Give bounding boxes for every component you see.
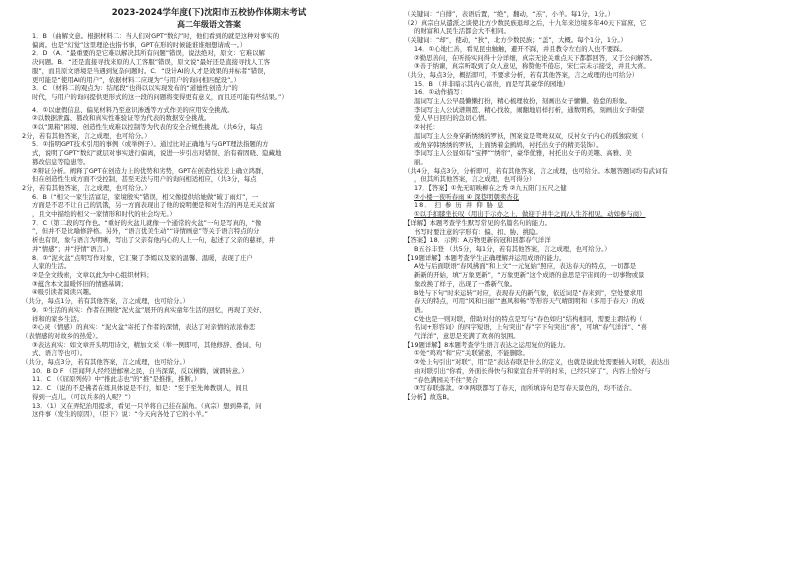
answer-line: （共分，每点3分，概括即可，不要求分析，若有其他答案，言之成理的也可给分） xyxy=(404,70,639,79)
answer-line: “春色满园关不住”契合 xyxy=(414,375,479,384)
answer-line: 或角穿韩绣绣的罗袄，上面绣着金鹧鸪，衬托出女子的精美装饰）。 xyxy=(414,140,603,149)
answer-line: （关键词：“自排”，表语后置，“绝”，翻动，“羔”，小羊。每1分，1分。） xyxy=(404,10,615,18)
answer-line: （共4分，每点3分，分析即可，若有其他答案，言之成理，也可给分。本题答题词均有武词有 xyxy=(404,166,668,175)
answer-line: 语。 xyxy=(414,305,427,314)
answer-line: 17．【答案】①先无昭映柳在之秀 ②九五阳门五尺之健 xyxy=(414,184,567,193)
answer-line: 方面是不忍不让自己的饥饿，另一方面表现出了他的说明便是和对生活的再足无关贫富 xyxy=(32,201,275,210)
answer-line: 新新的开始，填“万象更新”，“万象更新”这个成语的意思是宇宙间的一切事物或景 xyxy=(414,271,645,280)
answer-line: 9．①生活的真实：作者在围绕“泥火盆”展开的真实童年生活的回忆，再现了美好、 xyxy=(32,305,266,314)
answer-line: 并“情感”；并“抒情”语言。） xyxy=(32,244,113,253)
answer-line: 时代，与用户的询问提供更形式的这一段的问题将变得更有意义，而且还可能有些结果。”） xyxy=(32,92,288,101)
answer-line: 2．D （A．“最重要的是它难以解决其所有问题”错误，说法绝对，原文：它难以解 xyxy=(32,49,265,58)
answer-line: （关键词：“却”，使动，“狄”，北方少数民族；“盖”，大概。每个1分，1分。） xyxy=(404,36,627,45)
answer-line: （共分，每点1分，若有其他答案，言之成理，也可给分。） xyxy=(22,297,190,306)
answer-line: ①处“鸡鸡”和“应”关联紧密，不能删除。 xyxy=(414,349,529,358)
answer-line: 【19题详解】8本题考查学生语言表达之运用复位的能力。 xyxy=(404,340,570,349)
answer-line: 李词写主人公试谱荆琶、精心找妆，闹翻地眉样打析，通数明鸦，刻画出女子盼望 xyxy=(414,105,645,114)
answer-line: 15．B （并非暗示其内心富贵，而是写其豪华的园地） xyxy=(414,79,570,88)
answer-line: 李词写主人公显如有“宝押”“绣帘”，豪华优雅，衬托出女子的美趣、高雅、美 xyxy=(414,149,632,158)
answer-line: ②是全文线索，文章以此为中心组织材料； xyxy=(32,270,153,279)
answer-line: 温词写主人公身穿新绣绣的罗袄，图案竟是鸳鸯双双，反衬女子内心的孤独寂寞（ xyxy=(414,131,645,140)
answer-line: ，但其所其他答案，言之成理，也可得分） xyxy=(414,175,536,184)
answer-line: 人家的生活。 xyxy=(32,262,71,271)
answer-line: ，且文中描绘的相父一家情形和时代的社会均无。） xyxy=(32,210,176,219)
answer-line: 12．C （说的不是佛者在练具体说是不行，如是：“至于至先帅教别人，间且 xyxy=(32,384,249,393)
document-title: 2023-2024学年度(下)沈阳市五校协作体期末考试 xyxy=(111,8,307,18)
answer-line: ②勤思善问，在听扬实问得十分详细，真宗无论关重点天下都都回答，又于公问解答。 xyxy=(414,53,657,62)
answer-line: （2）真宗白从遣派之谈使北方少数民族退却之后，十九年来边境多年40天下富庶，它 xyxy=(404,18,647,27)
answer-line: 【详解】本题考查学生默写常见的名篇名句的能力。 xyxy=(404,218,551,227)
answer-line: ②处上句引出“对联”，用“是”表达春联是什么的定义，也就是说此处需要插入对联，表达出 xyxy=(414,358,670,367)
answer-line: 春天的特点，可用“风和日丽”“惠风和畅”等形容天气晴朗明和（多用于春天）的成 xyxy=(414,297,645,306)
document-subtitle: 高二年级语文答案 xyxy=(177,20,241,29)
answer-line: （共分，每点3分，若有其他答案，言之成理，也可给分。） xyxy=(22,358,190,367)
answer-line: 更可能是“使用AI的用户”，依据材料二应现为“与用户的询问相匹配设”。） xyxy=(32,75,241,84)
answer-line: ①以手扣膝坐长叹（用出于示办之上，做迎于井牛之间/人生芥相见，动如参与商） xyxy=(414,210,646,219)
right-answer-lines xyxy=(404,10,778,402)
answer-line: ②小楼一夜听春雨 ④ 深巷明朝卖杏花 xyxy=(414,192,519,201)
answer-line: C处也是一则对联，借助对付的特点是写与“春色如归”结构相同，需要主谓结构（ xyxy=(414,314,643,323)
answer-line: 2分，若有其他答案，言之成理，也可给分。） xyxy=(22,183,151,192)
answer-line: 6．B（“相父一家生活富足，家境殷实”错误，相父像提供给她做“破丁雨灯”，一 xyxy=(32,192,259,201)
answer-line: 8．①“泥火盆”点明写作对象，它汇聚了李嫣以及家的温馨、温暖，表现了庄户 xyxy=(32,253,253,262)
answer-line: 这件事（发生的原因），（臣下）说：“今天向各处了它的小羊。” xyxy=(32,410,208,419)
answer-line: 由对联引出“你看，外面长得快与和家宣台开平的时米，已经只穿了”，内容上恰好与 xyxy=(414,366,651,375)
answer-line: 3．C （材料二的观点为：结尾段“也得以以实现发布的“道德性创造力”的 xyxy=(32,84,238,93)
answer-line: 祥和的家乡生活。 xyxy=(32,314,84,323)
answer-line: ③写春联落款。②③两联都写了春天，而所填诗句是写春天景色的，均不适合。 xyxy=(414,384,636,393)
answer-line: 18． 扫 参 历 井 仰 胁 息 xyxy=(414,201,505,210)
answer-line: 式、语言等也可）。 xyxy=(32,349,87,358)
answer-line: 10．B D F （臣闻拜人经经进邮寨之民，自当深谋，反以横腾，诚谓转意。） xyxy=(32,366,248,375)
answer-line: 篡改信息等隐患等。 xyxy=(32,157,90,166)
answer-line: 爱人早日回归的急切心情。 xyxy=(414,114,491,123)
answer-line: 名词+形容词）的四字短语，上句突出“春”字下句突出“喜”，可填“春气洋洋”、“喜 xyxy=(414,323,648,332)
answer-line: 书写时要注意的字形有：偏、扣、胁、挑隐。 xyxy=(414,227,542,236)
answer-line: ②以数据泄露、篡改和真实性难验证等为代表的数据安全挑战。 xyxy=(32,114,211,123)
answer-line: 4．①以虚假信息、偏见材料乃至意识渗透等方式作美的应用安全挑战。 xyxy=(32,105,234,114)
answer-line: ③善于纳谏，真宗听取到了众人意见，称赞他不倦忘，宋仁宗未示接受，并且大喜。 xyxy=(414,62,650,71)
answer-line: 象改换了样子，出现了一番新气象。 xyxy=(414,279,517,288)
answer-line: 得到一点儿。（可以兵多的人呢？”） xyxy=(32,392,135,401)
answer-line: ②辩证分析。阐释了GPT在创造力上的优势和劣势，GPT在创造性较差上确立鸿群， xyxy=(32,166,268,175)
answer-line: ③表达真实：如文章开头明用诗文，精加文采（举一例即可，其他修辞、叠词、句 xyxy=(32,340,262,349)
answer-line: 【答案】18．示例：A万物更新钧冠和回都春气洋洋 xyxy=(404,236,551,245)
answer-line: 14．①心地仁善，看见昆虫触触，避开不踩，并且教令左右的人也不要踩。 xyxy=(414,44,626,53)
answer-line: 决问题。B．“还是直接寻找来原的人工客服”错误，原文说“最好还是直接寻找人工客 xyxy=(32,58,270,67)
answer-line: B处与下句“时来运转”对应，表现春天的新气象，依近词是“春来到”，空处要求用 xyxy=(414,288,643,297)
answer-line: A处与后面联语“春风拂面”和上文“一元复始”照应，表达春天的特点，一切都是 xyxy=(414,262,637,271)
answer-line: 偏离。也是“幻觉”这里理论也指书事，GPT在形的时候能谁谁细想请成一。） xyxy=(32,40,247,49)
right-column xyxy=(404,10,778,402)
answer-line: 气洋洋”，意思是充满了欢喜的氛围。 xyxy=(414,332,520,341)
answer-line: 的财富和人民生活都会大不相同。 xyxy=(414,27,510,36)
answer-line: 式，说明了GPT“数幻”就层对事实进行偏离，说进一步引出对错误、治有着固晓、隐藏地 xyxy=(32,149,282,158)
answer-line: 但在创造性生成方面不受控制，甚至无法与用户的询问相适相应，（共3分，每点 xyxy=(32,175,257,184)
answer-line: 5．①指明GPT技术引用的事例（或举例子）。通过比对正确地与与GPT理法指题的方 xyxy=(32,140,269,149)
answer-line: 11．C （《屈原列传》中“推此志也”的“推”是推推，推断。） xyxy=(32,375,201,384)
answer-line: 7．C（第二段的写作也。“重好的火盆儿就像一个通常的火盆”一句是写真的，“像 xyxy=(32,218,262,227)
answer-line: 析也有误，象与语言为明晰，写出了父亲有他内心的人上一句，起述了父亲的慈祥，并 xyxy=(32,236,275,245)
answer-line: 1．B （曲解文意。根据材料二：当人们对GPT“数幻”时，他们看到的就是这种对事实的 xyxy=(32,32,280,40)
answer-line: 温词写主人公早晨懒懒打扮，精心梳理妆扮，刻画出女子慵懒、倦怠的形象。 xyxy=(414,97,632,106)
answer-line: ③以“黑箱”困境、创造性生成难以控制等为代表的安全合规性挑战。（共6分，每点 xyxy=(32,123,263,132)
answer-line: ③蕴含本文温暖怀旧的情感基调； xyxy=(32,279,128,288)
answer-line: 16．①动作描写： xyxy=(414,88,467,97)
answer-line: 【19题详解】本题考查学生正确理解并运用成语的能力。 xyxy=(404,253,566,262)
answer-line: 【分析】故选B。 xyxy=(404,392,454,401)
answer-line: （表情感的对故乡的热爱）。 xyxy=(22,331,102,340)
answer-line: ②衬托： xyxy=(414,123,439,132)
answer-line: ④吸引读者阅读兴趣。 xyxy=(32,288,96,297)
answer-line: B五谷丰登 （共5分，每1分，若有其他答案，言之成理，也可给分。） xyxy=(414,244,611,253)
answer-line: 服”，而且原文语境是当遇到复杂问题时。C．“设计AI的人才是效果的并标者”错误， xyxy=(32,66,270,75)
answer-line: 2分，若有其他答案，言之成理，也可给分。） xyxy=(22,131,151,140)
answer-line: 丽。 xyxy=(414,157,427,166)
left-answer-lines xyxy=(22,32,396,419)
left-column xyxy=(22,6,396,419)
answer-line: 13．（1）又在弄纪治用提求，看见一只羊将自己挂在漏角。（真宗）想到鼻者，问 xyxy=(32,401,262,410)
answer-line: ②心灵（情感）的真实：“泥火盆”寄托了作者的深情，表达了对亲情的浓浓眷恋 xyxy=(32,323,256,332)
answer-line: ”，但并不是比喻修辞格。另外，“语言优美生动”“诗情画意”等关于语言特点的分 xyxy=(32,227,260,236)
